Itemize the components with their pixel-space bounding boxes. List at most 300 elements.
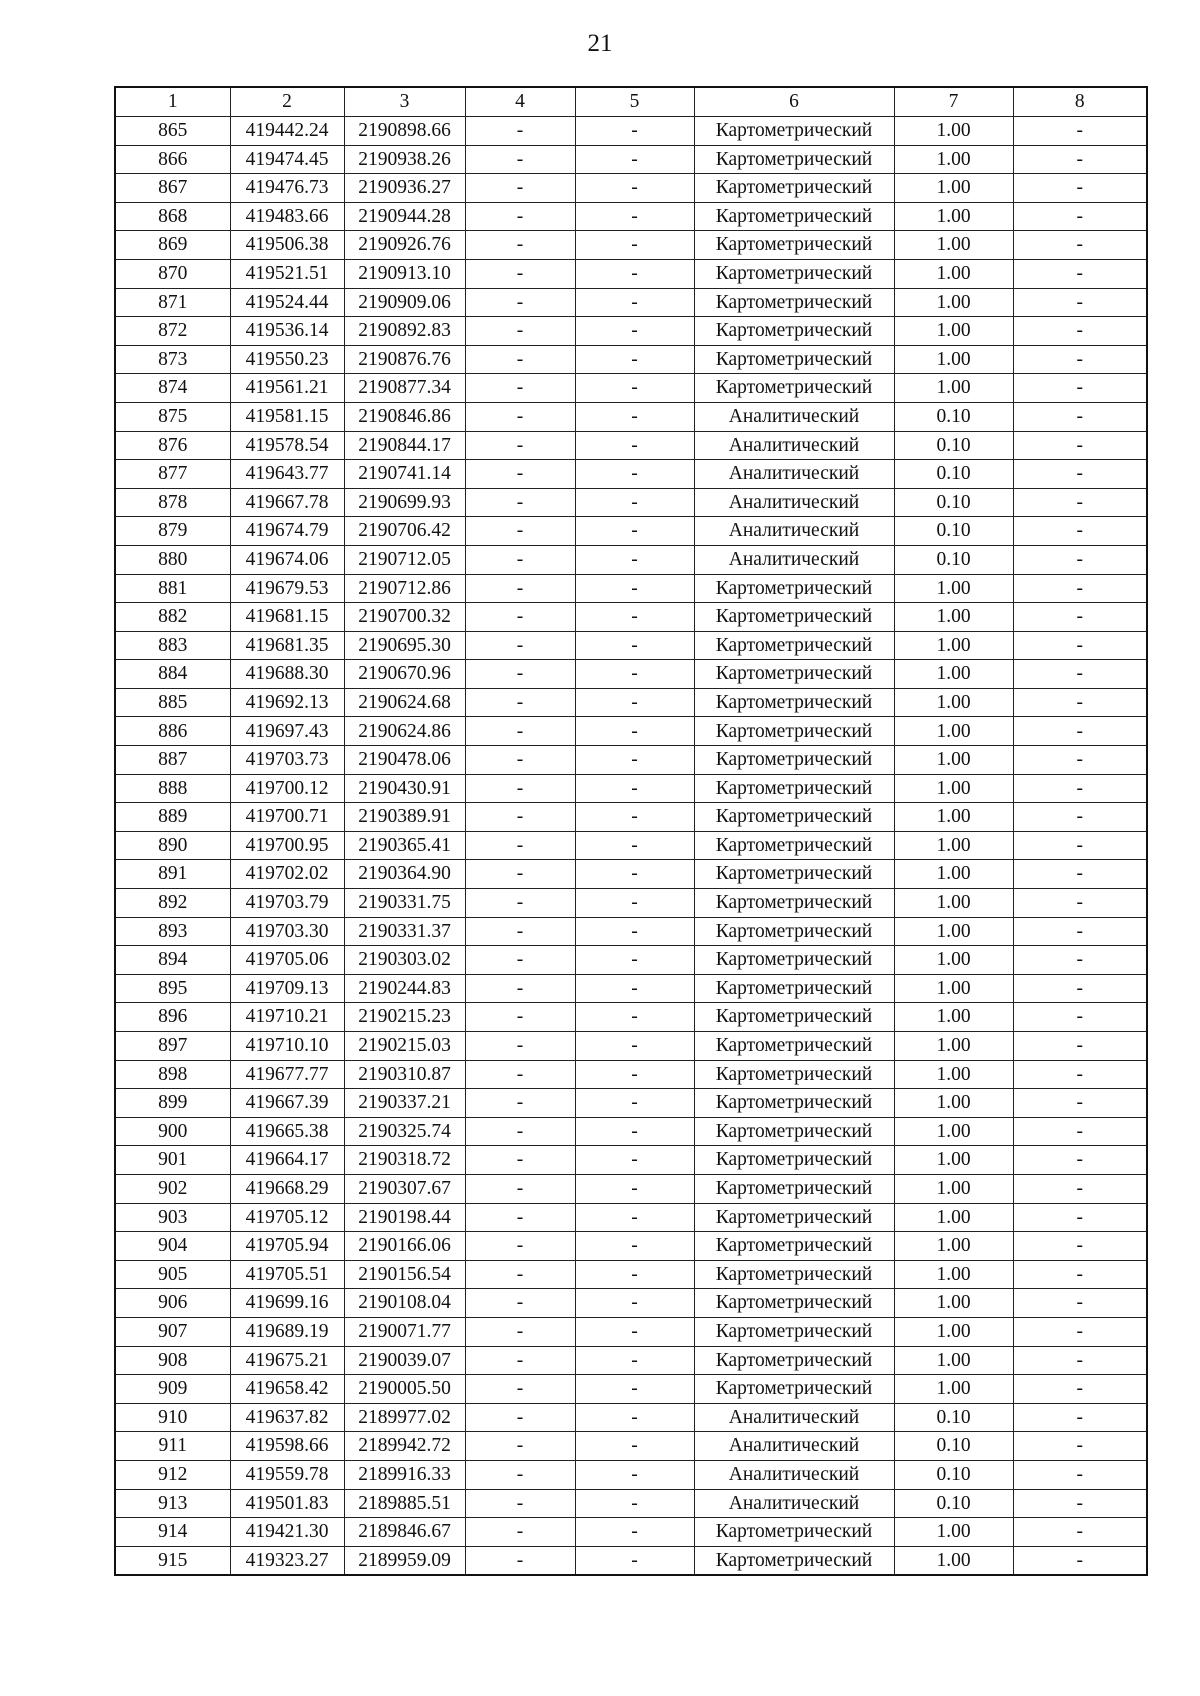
accuracy-cell: 1.00 [894, 574, 1013, 603]
x-coordinate-cell: 419561.21 [230, 374, 344, 403]
col5-value-cell: - [575, 1060, 694, 1089]
x-coordinate-cell: 419689.19 [230, 1317, 344, 1346]
x-coordinate-cell: 419681.35 [230, 631, 344, 660]
x-coordinate-cell: 419550.23 [230, 345, 344, 374]
col8-value-cell: - [1013, 1260, 1147, 1289]
col5-value-cell: - [575, 1346, 694, 1375]
x-coordinate-cell: 419709.13 [230, 974, 344, 1003]
y-coordinate-cell: 2190478.06 [344, 746, 465, 775]
table-row [115, 1003, 1147, 1032]
table-row [115, 174, 1147, 203]
col4-value-cell: - [465, 374, 575, 403]
col4-value-cell: - [465, 889, 575, 918]
x-coordinate-cell: 419668.29 [230, 1174, 344, 1203]
point-number-cell: 912 [115, 1460, 230, 1489]
method-cell: Картометрический [694, 1089, 894, 1118]
col4-value-cell: - [465, 1346, 575, 1375]
method-cell: Аналитический [694, 545, 894, 574]
point-number-cell: 879 [115, 517, 230, 546]
method-cell: Картометрический [694, 974, 894, 1003]
col4-value-cell: - [465, 1089, 575, 1118]
x-coordinate-cell: 419667.39 [230, 1089, 344, 1118]
method-cell: Картометрический [694, 889, 894, 918]
method-cell: Аналитический [694, 1489, 894, 1518]
point-number-cell: 909 [115, 1375, 230, 1404]
y-coordinate-cell: 2190331.75 [344, 889, 465, 918]
y-coordinate-cell: 2190699.93 [344, 488, 465, 517]
accuracy-cell: 1.00 [894, 1089, 1013, 1118]
col4-value-cell: - [465, 746, 575, 775]
method-cell: Картометрический [694, 717, 894, 746]
accuracy-cell: 1.00 [894, 1117, 1013, 1146]
y-coordinate-cell: 2190936.27 [344, 174, 465, 203]
col5-value-cell: - [575, 1403, 694, 1432]
col8-value-cell: - [1013, 202, 1147, 231]
x-coordinate-cell: 419674.06 [230, 545, 344, 574]
col8-value-cell: - [1013, 660, 1147, 689]
x-coordinate-cell: 419476.73 [230, 174, 344, 203]
col4-value-cell: - [465, 831, 575, 860]
accuracy-cell: 1.00 [894, 1346, 1013, 1375]
col5-value-cell: - [575, 774, 694, 803]
method-cell: Аналитический [694, 1403, 894, 1432]
col4-value-cell: - [465, 803, 575, 832]
x-coordinate-cell: 419692.13 [230, 688, 344, 717]
col5-value-cell: - [575, 431, 694, 460]
accuracy-cell: 1.00 [894, 1032, 1013, 1061]
col8-value-cell: - [1013, 288, 1147, 317]
x-coordinate-cell: 419688.30 [230, 660, 344, 689]
x-coordinate-cell: 419700.95 [230, 831, 344, 860]
y-coordinate-cell: 2189977.02 [344, 1403, 465, 1432]
col8-value-cell: - [1013, 374, 1147, 403]
col5-value-cell: - [575, 345, 694, 374]
col5-value-cell: - [575, 1032, 694, 1061]
x-coordinate-cell: 419705.06 [230, 946, 344, 975]
col8-value-cell: - [1013, 688, 1147, 717]
point-number-cell: 871 [115, 288, 230, 317]
accuracy-cell: 1.00 [894, 631, 1013, 660]
point-number-cell: 889 [115, 803, 230, 832]
point-number-cell: 891 [115, 860, 230, 889]
table-row [115, 1317, 1147, 1346]
col4-value-cell: - [465, 1174, 575, 1203]
accuracy-cell: 1.00 [894, 889, 1013, 918]
point-number-cell: 873 [115, 345, 230, 374]
col4-value-cell: - [465, 174, 575, 203]
point-number-cell: 910 [115, 1403, 230, 1432]
method-cell: Картометрический [694, 831, 894, 860]
accuracy-cell: 1.00 [894, 917, 1013, 946]
point-number-cell: 897 [115, 1032, 230, 1061]
table-row [115, 1032, 1147, 1061]
y-coordinate-cell: 2190166.06 [344, 1232, 465, 1261]
point-number-cell: 913 [115, 1489, 230, 1518]
table-row [115, 259, 1147, 288]
method-cell: Картометрический [694, 288, 894, 317]
method-cell: Картометрический [694, 688, 894, 717]
table-row [115, 1289, 1147, 1318]
accuracy-cell: 1.00 [894, 1203, 1013, 1232]
col4-value-cell: - [465, 317, 575, 346]
accuracy-cell: 1.00 [894, 1289, 1013, 1318]
x-coordinate-cell: 419705.51 [230, 1260, 344, 1289]
y-coordinate-cell: 2189885.51 [344, 1489, 465, 1518]
col5-value-cell: - [575, 1174, 694, 1203]
accuracy-cell: 1.00 [894, 1375, 1013, 1404]
method-cell: Картометрический [694, 1546, 894, 1575]
point-number-cell: 915 [115, 1546, 230, 1575]
point-number-cell: 903 [115, 1203, 230, 1232]
point-number-cell: 876 [115, 431, 230, 460]
table-row [115, 231, 1147, 260]
col5-value-cell: - [575, 746, 694, 775]
accuracy-cell: 1.00 [894, 831, 1013, 860]
x-coordinate-cell: 419559.78 [230, 1460, 344, 1489]
table-row [115, 946, 1147, 975]
y-coordinate-cell: 2190198.44 [344, 1203, 465, 1232]
x-coordinate-cell: 419536.14 [230, 317, 344, 346]
method-cell: Аналитический [694, 1460, 894, 1489]
col5-value-cell: - [575, 717, 694, 746]
col8-value-cell: - [1013, 1203, 1147, 1232]
col4-value-cell: - [465, 1546, 575, 1575]
x-coordinate-cell: 419524.44 [230, 288, 344, 317]
table-row [115, 860, 1147, 889]
method-cell: Картометрический [694, 1146, 894, 1175]
y-coordinate-cell: 2189846.67 [344, 1518, 465, 1547]
point-number-cell: 911 [115, 1432, 230, 1461]
col4-value-cell: - [465, 202, 575, 231]
y-coordinate-cell: 2190909.06 [344, 288, 465, 317]
y-coordinate-cell: 2190695.30 [344, 631, 465, 660]
col5-value-cell: - [575, 288, 694, 317]
point-number-cell: 872 [115, 317, 230, 346]
col5-value-cell: - [575, 488, 694, 517]
method-cell: Картометрический [694, 1117, 894, 1146]
column-header-4: 4 [465, 87, 575, 117]
y-coordinate-cell: 2190244.83 [344, 974, 465, 1003]
y-coordinate-cell: 2190365.41 [344, 831, 465, 860]
x-coordinate-cell: 419705.94 [230, 1232, 344, 1261]
y-coordinate-cell: 2190712.86 [344, 574, 465, 603]
accuracy-cell: 1.00 [894, 259, 1013, 288]
col8-value-cell: - [1013, 574, 1147, 603]
col8-value-cell: - [1013, 117, 1147, 146]
col4-value-cell: - [465, 1489, 575, 1518]
table-row [115, 1403, 1147, 1432]
col5-value-cell: - [575, 1489, 694, 1518]
col8-value-cell: - [1013, 717, 1147, 746]
accuracy-cell: 0.10 [894, 517, 1013, 546]
point-number-cell: 869 [115, 231, 230, 260]
col8-value-cell: - [1013, 231, 1147, 260]
y-coordinate-cell: 2189916.33 [344, 1460, 465, 1489]
col8-value-cell: - [1013, 402, 1147, 431]
table-row [115, 631, 1147, 660]
point-number-cell: 907 [115, 1317, 230, 1346]
column-header-6: 6 [694, 87, 894, 117]
table-row [115, 1232, 1147, 1261]
point-number-cell: 900 [115, 1117, 230, 1146]
col8-value-cell: - [1013, 517, 1147, 546]
col8-value-cell: - [1013, 1117, 1147, 1146]
col4-value-cell: - [465, 517, 575, 546]
col4-value-cell: - [465, 1460, 575, 1489]
method-cell: Картометрический [694, 860, 894, 889]
x-coordinate-cell: 419681.15 [230, 603, 344, 632]
y-coordinate-cell: 2190039.07 [344, 1346, 465, 1375]
col8-value-cell: - [1013, 488, 1147, 517]
table-row [115, 1346, 1147, 1375]
col8-value-cell: - [1013, 1489, 1147, 1518]
point-number-cell: 898 [115, 1060, 230, 1089]
x-coordinate-cell: 419700.71 [230, 803, 344, 832]
x-coordinate-cell: 419697.43 [230, 717, 344, 746]
y-coordinate-cell: 2190898.66 [344, 117, 465, 146]
col8-value-cell: - [1013, 631, 1147, 660]
point-number-cell: 905 [115, 1260, 230, 1289]
accuracy-cell: 1.00 [894, 860, 1013, 889]
col5-value-cell: - [575, 545, 694, 574]
table-row [115, 803, 1147, 832]
col8-value-cell: - [1013, 1317, 1147, 1346]
y-coordinate-cell: 2190706.42 [344, 517, 465, 546]
col8-value-cell: - [1013, 946, 1147, 975]
table-row [115, 1146, 1147, 1175]
accuracy-cell: 1.00 [894, 374, 1013, 403]
y-coordinate-cell: 2190624.86 [344, 717, 465, 746]
x-coordinate-cell: 419710.21 [230, 1003, 344, 1032]
col4-value-cell: - [465, 431, 575, 460]
col5-value-cell: - [575, 1546, 694, 1575]
col5-value-cell: - [575, 574, 694, 603]
method-cell: Картометрический [694, 1032, 894, 1061]
method-cell: Картометрический [694, 145, 894, 174]
col4-value-cell: - [465, 1432, 575, 1461]
y-coordinate-cell: 2190005.50 [344, 1375, 465, 1404]
table-row [115, 488, 1147, 517]
x-coordinate-cell: 419703.79 [230, 889, 344, 918]
table-row [115, 1375, 1147, 1404]
y-coordinate-cell: 2190307.67 [344, 1174, 465, 1203]
col5-value-cell: - [575, 174, 694, 203]
accuracy-cell: 1.00 [894, 1003, 1013, 1032]
method-cell: Картометрический [694, 317, 894, 346]
header-row [115, 87, 1147, 117]
table-row [115, 202, 1147, 231]
method-cell: Аналитический [694, 517, 894, 546]
x-coordinate-cell: 419323.27 [230, 1546, 344, 1575]
accuracy-cell: 1.00 [894, 1518, 1013, 1547]
col4-value-cell: - [465, 117, 575, 146]
col8-value-cell: - [1013, 145, 1147, 174]
col8-value-cell: - [1013, 1289, 1147, 1318]
col4-value-cell: - [465, 545, 575, 574]
accuracy-cell: 0.10 [894, 1460, 1013, 1489]
col5-value-cell: - [575, 1203, 694, 1232]
y-coordinate-cell: 2190325.74 [344, 1117, 465, 1146]
accuracy-cell: 1.00 [894, 717, 1013, 746]
col4-value-cell: - [465, 1146, 575, 1175]
table-row [115, 545, 1147, 574]
col5-value-cell: - [575, 1003, 694, 1032]
accuracy-cell: 1.00 [894, 117, 1013, 146]
col4-value-cell: - [465, 1317, 575, 1346]
col5-value-cell: - [575, 117, 694, 146]
col5-value-cell: - [575, 860, 694, 889]
point-number-cell: 882 [115, 603, 230, 632]
col4-value-cell: - [465, 1375, 575, 1404]
method-cell: Картометрический [694, 1174, 894, 1203]
method-cell: Картометрический [694, 259, 894, 288]
col5-value-cell: - [575, 1375, 694, 1404]
col4-value-cell: - [465, 946, 575, 975]
table-row [115, 1460, 1147, 1489]
x-coordinate-cell: 419578.54 [230, 431, 344, 460]
col5-value-cell: - [575, 517, 694, 546]
col5-value-cell: - [575, 688, 694, 717]
point-number-cell: 884 [115, 660, 230, 689]
point-number-cell: 865 [115, 117, 230, 146]
col4-value-cell: - [465, 574, 575, 603]
col4-value-cell: - [465, 717, 575, 746]
table-row [115, 889, 1147, 918]
accuracy-cell: 1.00 [894, 1260, 1013, 1289]
table-row [115, 288, 1147, 317]
point-number-cell: 881 [115, 574, 230, 603]
col4-value-cell: - [465, 603, 575, 632]
accuracy-cell: 1.00 [894, 1146, 1013, 1175]
method-cell: Аналитический [694, 402, 894, 431]
col4-value-cell: - [465, 974, 575, 1003]
accuracy-cell: 1.00 [894, 145, 1013, 174]
col8-value-cell: - [1013, 1432, 1147, 1461]
col4-value-cell: - [465, 1203, 575, 1232]
col8-value-cell: - [1013, 1003, 1147, 1032]
accuracy-cell: 1.00 [894, 603, 1013, 632]
method-cell: Картометрический [694, 1260, 894, 1289]
x-coordinate-cell: 419710.10 [230, 1032, 344, 1061]
col8-value-cell: - [1013, 545, 1147, 574]
x-coordinate-cell: 419521.51 [230, 259, 344, 288]
accuracy-cell: 1.00 [894, 1317, 1013, 1346]
y-coordinate-cell: 2190876.76 [344, 345, 465, 374]
col5-value-cell: - [575, 145, 694, 174]
x-coordinate-cell: 419581.15 [230, 402, 344, 431]
method-cell: Картометрический [694, 345, 894, 374]
col8-value-cell: - [1013, 1060, 1147, 1089]
table-body [115, 117, 1147, 1576]
x-coordinate-cell: 419664.17 [230, 1146, 344, 1175]
column-header-2: 2 [230, 87, 344, 117]
y-coordinate-cell: 2190303.02 [344, 946, 465, 975]
col4-value-cell: - [465, 1289, 575, 1318]
accuracy-cell: 0.10 [894, 1489, 1013, 1518]
method-cell: Картометрический [694, 117, 894, 146]
method-cell: Картометрический [694, 774, 894, 803]
col5-value-cell: - [575, 1460, 694, 1489]
method-cell: Картометрический [694, 1317, 894, 1346]
accuracy-cell: 0.10 [894, 431, 1013, 460]
y-coordinate-cell: 2190215.03 [344, 1032, 465, 1061]
method-cell: Картометрический [694, 1289, 894, 1318]
col8-value-cell: - [1013, 831, 1147, 860]
col4-value-cell: - [465, 660, 575, 689]
table-row [115, 1203, 1147, 1232]
method-cell: Картометрический [694, 603, 894, 632]
accuracy-cell: 1.00 [894, 688, 1013, 717]
x-coordinate-cell: 419677.77 [230, 1060, 344, 1089]
point-number-cell: 875 [115, 402, 230, 431]
y-coordinate-cell: 2189942.72 [344, 1432, 465, 1461]
col4-value-cell: - [465, 145, 575, 174]
column-header-5: 5 [575, 87, 694, 117]
col4-value-cell: - [465, 345, 575, 374]
method-cell: Картометрический [694, 174, 894, 203]
table-row [115, 374, 1147, 403]
method-cell: Картометрический [694, 202, 894, 231]
col5-value-cell: - [575, 317, 694, 346]
col5-value-cell: - [575, 402, 694, 431]
point-number-cell: 866 [115, 145, 230, 174]
x-coordinate-cell: 419703.30 [230, 917, 344, 946]
col4-value-cell: - [465, 488, 575, 517]
col5-value-cell: - [575, 803, 694, 832]
col8-value-cell: - [1013, 1375, 1147, 1404]
col5-value-cell: - [575, 1432, 694, 1461]
col4-value-cell: - [465, 1403, 575, 1432]
accuracy-cell: 0.10 [894, 1432, 1013, 1461]
table-row [115, 1489, 1147, 1518]
point-number-cell: 914 [115, 1518, 230, 1547]
col4-value-cell: - [465, 1518, 575, 1547]
col5-value-cell: - [575, 259, 694, 288]
y-coordinate-cell: 2190913.10 [344, 259, 465, 288]
col4-value-cell: - [465, 1032, 575, 1061]
y-coordinate-cell: 2190844.17 [344, 431, 465, 460]
col8-value-cell: - [1013, 259, 1147, 288]
point-number-cell: 880 [115, 545, 230, 574]
column-header-3: 3 [344, 87, 465, 117]
method-cell: Картометрический [694, 1060, 894, 1089]
table-row [115, 517, 1147, 546]
col8-value-cell: - [1013, 174, 1147, 203]
table-row [115, 1518, 1147, 1547]
y-coordinate-cell: 2190741.14 [344, 460, 465, 489]
col4-value-cell: - [465, 774, 575, 803]
col8-value-cell: - [1013, 917, 1147, 946]
col8-value-cell: - [1013, 1518, 1147, 1547]
table-row [115, 774, 1147, 803]
table-row [115, 717, 1147, 746]
y-coordinate-cell: 2190337.21 [344, 1089, 465, 1118]
col8-value-cell: - [1013, 1089, 1147, 1118]
accuracy-cell: 1.00 [894, 202, 1013, 231]
x-coordinate-cell: 419637.82 [230, 1403, 344, 1432]
y-coordinate-cell: 2190310.87 [344, 1060, 465, 1089]
col8-value-cell: - [1013, 974, 1147, 1003]
point-number-cell: 887 [115, 746, 230, 775]
accuracy-cell: 0.10 [894, 488, 1013, 517]
table-row [115, 574, 1147, 603]
col4-value-cell: - [465, 402, 575, 431]
table-row [115, 603, 1147, 632]
method-cell: Аналитический [694, 1432, 894, 1461]
x-coordinate-cell: 419658.42 [230, 1375, 344, 1404]
point-number-cell: 908 [115, 1346, 230, 1375]
column-header-8: 8 [1013, 87, 1147, 117]
